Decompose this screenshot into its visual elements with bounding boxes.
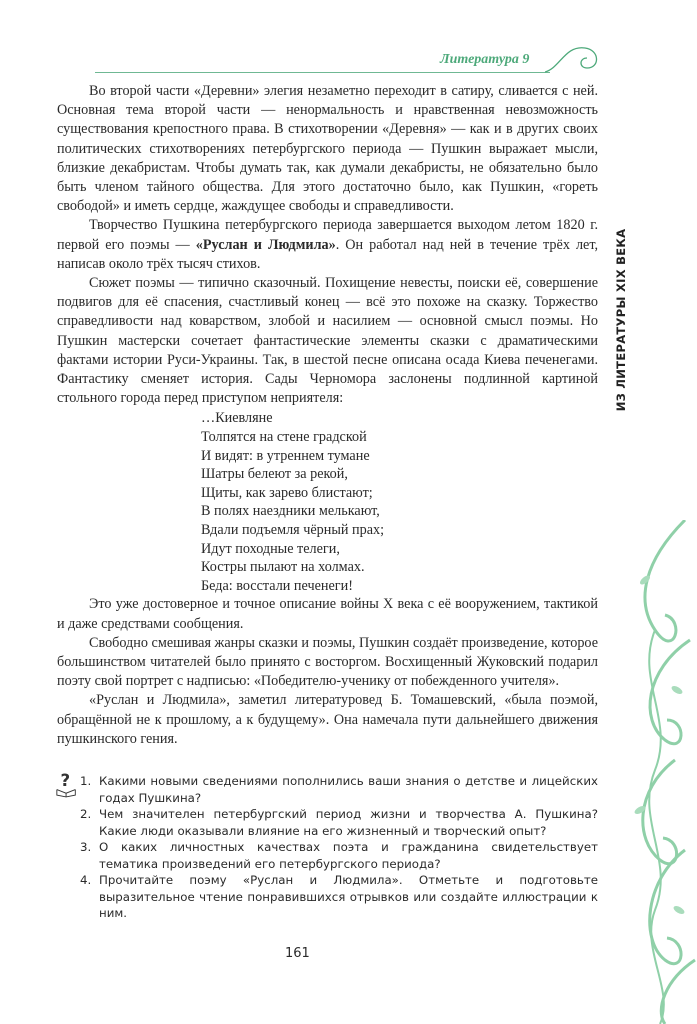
page-number: 161 [285, 945, 310, 961]
vine-ornament-icon [615, 520, 697, 1024]
question-item: 4. Прочитайте поэму «Руслан и Людмила». Отметьте и подготовьте выразительное чтение понравившихся отрывков или создайте иллюстрации к ним. [80, 873, 598, 921]
verse-line: Вдали подъемля чёрный прах; [201, 522, 385, 539]
question-item: 1. Какими новыми сведениями пополнились ваши знания о детстве и лицейских годах Пушкина? [80, 774, 598, 805]
verse-line: Костры пылают на холмах. [201, 559, 365, 576]
main-text [57, 82, 598, 749]
paragraph: Творчество Пушкина петербургского периода завершается выходом летом 1820 г. первой его поэмы — «Руслан и Людмила». Он работал над ней в течение трёх лет, написав около трёх тысяч стихов. [57, 217, 599, 272]
questions-list [80, 773, 598, 922]
question-item: 3. О каких личностных качествах поэта и гражданина свидетельствует тематика произведений его петербургского периода? [80, 840, 598, 871]
question-item: 2. Чем значителен петербургский период жизни и творчества А. Пушкина? Какие люди оказывали влияние на его жизненный и творческий опыт? [80, 807, 598, 838]
verse [201, 409, 598, 595]
page-header [0, 0, 697, 82]
poem-title: «Руслан и Людмила» [195, 236, 336, 253]
question-book-icon [55, 770, 79, 798]
paragraph: Сюжет поэмы — типично сказочный. Похищение невесты, поиски её, совершение подвигов для её спасения, счастливый конец — всё это похоже на сказку. Торжество справедливости над коварством, злобой и насилием — основной смысл поэмы. Но Пушкин мастерски сочетает фантастические элементы сказки с драматическими фактами истории Руси-Украины. Так, в шестой песне описана осада Киева печенегами. Фантастику сменяет история. Сады Черномора заслонены подлинной картиной стольного города перед приступом неприятеля: [57, 275, 598, 407]
verse-line: И видят: в утреннем тумане [201, 447, 370, 464]
section-label: ИЗ ЛИТЕРАТУРЫ XIX ВЕКА [614, 228, 628, 412]
header-title: Литература 9 [440, 52, 530, 67]
paragraph: Свободно смешивая жанры сказки и поэмы, Пушкин создаёт произведение, которое большинством читателей было принято с восторгом. Восхищенный Жуковский подарил поэту свой портрет с надписью: «Победителю-ученику от побежденного учителя». [57, 634, 598, 690]
header-rule [95, 72, 550, 73]
paragraph: «Руслан и Людмила», заметил литературовед Б. Томашевский, «была поэмой, обращённой не к прошлому, а к будущему». Она намечала пути дальнейшего движения пушкинского гения. [57, 692, 598, 747]
svg-text:?: ? [60, 770, 71, 790]
verse-line: …Киевляне [201, 410, 273, 427]
questions-section [57, 770, 598, 922]
verse-line: Щиты, как зарево блистают; [201, 484, 373, 501]
content-column [57, 82, 598, 961]
verse-line: В полях наездники мелькают, [201, 503, 380, 520]
verse-line: Беда: восстали печенеги! [201, 577, 353, 594]
paragraph: Это уже достоверное и точное описание войны X века с её вооружением, тактикой и даже средствами сообщения. [57, 596, 598, 632]
verse-line: Толпятся на стене градской [201, 429, 367, 446]
swirl-ornament-icon [545, 40, 605, 80]
verse-line: Шатры белеют за рекой, [201, 466, 348, 483]
paragraph: Во второй части «Деревни» элегия незаметно переходит в сатиру, сливается с ней. Основная тема второй части — ненормальность и нравственная невозможность существования крепостного права. В стихотворении «Деревня» — как и в других своих политических стихотворениях петербургского периода — Пушкин выражает мысли, близкие декабристам. Чтобы думать так, как думали декабристы, не обязательно было быть членом тайного общества. Для этого достаточно было, как Пушкин, «гореть свободой» и иметь сердце, жаждущее свободы и справедливости. [57, 83, 598, 215]
verse-line: Идут походные телеги, [201, 540, 340, 557]
